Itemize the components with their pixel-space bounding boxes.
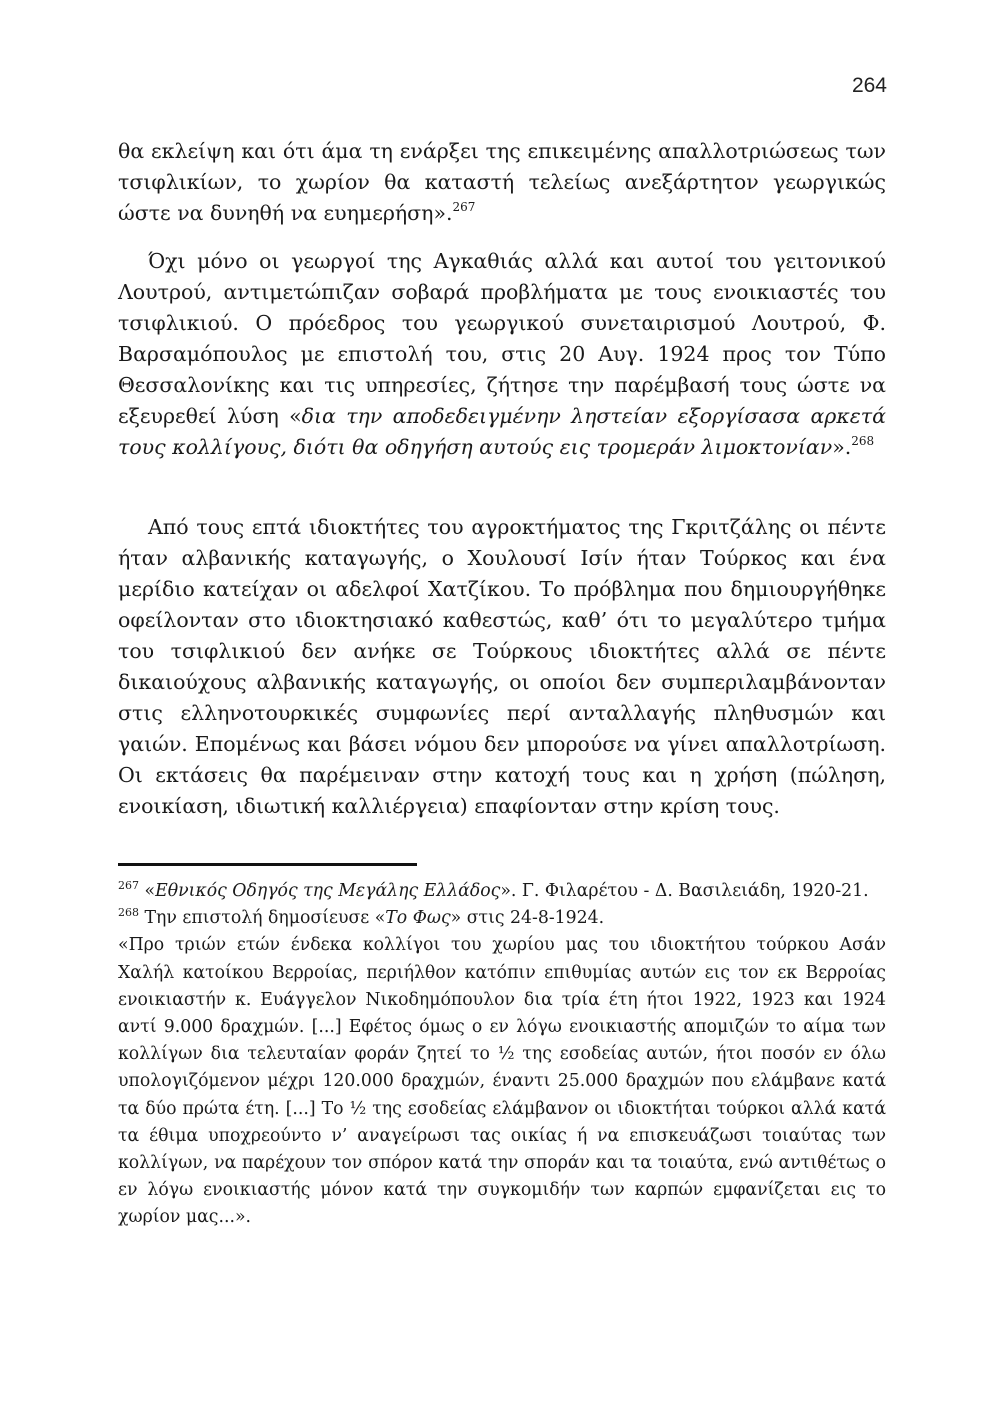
footnote-separator: [118, 863, 417, 866]
footnote-ref-268: 268: [851, 434, 875, 448]
paragraph-agkathia-loutro: [118, 246, 886, 463]
footnote-ref-267: 267: [452, 200, 476, 214]
footnote-number: 268: [118, 906, 139, 920]
footnote-268-quote: «Προ τριών ετών ένδεκα κολλίγοι του χωρίου μας του ιδιοκτήτου τούρκου Ασάν Χαλήλ κατοίκου Βερροίας, περιήλθον κατόπιν επιθυμίας αυτών εις τον εκ Βερροίας ενοικιαστήν κ. Ευάγγελον Νικοδημόπουλον δια τρία έτη ήτοι 1922, 1923 και 1924 αντί 9.000 δραχμών. [...] Εφέτος όμως ο εν λόγω ενοικιαστής απομιζών το αίμα των κολλίγων δια τελευταίαν φοράν ζητεί το ½ της εσοδείας αυτών, ήτοι ποσόν εν όλω υπολογιζόμενον μέχρι 120.000 δραχμών, έναντι 25.000 δραχμών που ελάμβανε κατά τα δύο πρώτα έτη. [...] Το ½ της εσοδείας ελάμβανον οι ιδιοκτήται τούρκοι αλλά κατά τα έθιμα υποχρεούντο ν’ αναγείρωσι τας οικίας ή να επισκευάζωσι τοιαύτας των κολλίγων, να παρέχουν τον σπόρον κατά την σποράν και τα τοιαύτα, ενώ αντιθέτως ο εν λόγω ενοικιαστής μόνον κατά την συγκομιδήν των καρπών εμφανίζεται εις το χωρίον μας...».: [118, 935, 886, 1228]
paragraph-text: Όχι μόνο οι γεωργοί της Αγκαθιάς αλλά και αυτοί του γειτονικού Λουτρού, αντιμετώπιζαν σοβαρά προβλήματα με τους ενοικιαστές του τσιφλικιού. Ο πρόεδρος του γεωργικού συνεταιρισμού Λουτρού, Φ. Βαρσαμόπουλος με επιστολή του, στις 20 Αυγ. 1924 προς τον Τύπο Θεσσαλονίκης και τις υπηρεσίες, ζήτησε την παρέμβασή τους ώστε να εξευρεθεί λύση «: [118, 249, 886, 428]
footnote-open-quote: «: [144, 881, 156, 901]
paragraph-text-end: ».: [832, 435, 852, 459]
footnote-text: Την επιστολή δημοσίευσε «: [144, 908, 386, 929]
paragraph-continuation: [118, 136, 886, 229]
footnote-268: [118, 905, 886, 932]
page-number: 264: [851, 74, 887, 97]
footnote-text: ». Γ. Φιλαρέτου - Δ. Βασιλειάδη, 1920-21.: [500, 881, 869, 901]
paragraph-gkritzali-owners: [118, 512, 886, 822]
footnote-source-title: Το Φως: [385, 908, 451, 929]
footnote-text-end: » στις 24-8-1924.: [450, 908, 605, 929]
quoted-text: δια την αποδεδειγμένην ληστείαν εξοργίσασα αρκετά τους κολλίγους, διότι θα οδηγήση αυτούς εις τρομεράν λιμοκτονίαν: [118, 404, 886, 459]
footnotes: [118, 878, 886, 1232]
footnote-267: [118, 878, 886, 905]
footnote-source-title: Εθνικός Οδηγός της Μεγάλης Ελλάδος: [155, 881, 501, 901]
footnote-number: 267: [118, 879, 139, 892]
paragraph-text: θα εκλείψη και ότι άμα τη ενάρξει της επικειμένης απαλλοτριώσεως των τσιφλικίων, το χωρίον θα καταστή τελείως ανεξάρτητον γεωργικώς ώστε να δυνηθή να ευημερήση».: [118, 139, 886, 225]
paragraph-text: Από τους επτά ιδιοκτήτες του αγροκτήματος της Γκριτζάλης οι πέντε ήταν αλβανικής καταγωγής, ο Χουλουσί Ισίν ήταν Τούρκος και ένα μερίδιο κατείχαν οι αδελφοί Χατζίκου. Το πρόβλημα που δημιουργήθηκε οφείλονταν στο ιδιοκτησιακό καθεστώς, καθ’ ότι το μεγαλύτερο τμήμα του τσιφλικιού δεν ανήκε σε Τούρκους ιδιοκτήτες αλλά σε πέντε δικαιούχους αλβανικής καταγωγής, οι οποίοι δεν συμπεριλαμβάνονταν στις ελληνοτουρκικές συμφωνίες περί ανταλλαγής πληθυσμών και γαιών. Επομένως και βάσει νόμου δεν μπορούσε να γίνει απαλλοτρίωση. Οι εκτάσεις θα παρέμειναν στην κατοχή τους και η χρήση (πώληση, ενοικίαση, ιδιωτική καλλιέργεια) επαφίονταν στην κρίση τους.: [118, 515, 886, 818]
